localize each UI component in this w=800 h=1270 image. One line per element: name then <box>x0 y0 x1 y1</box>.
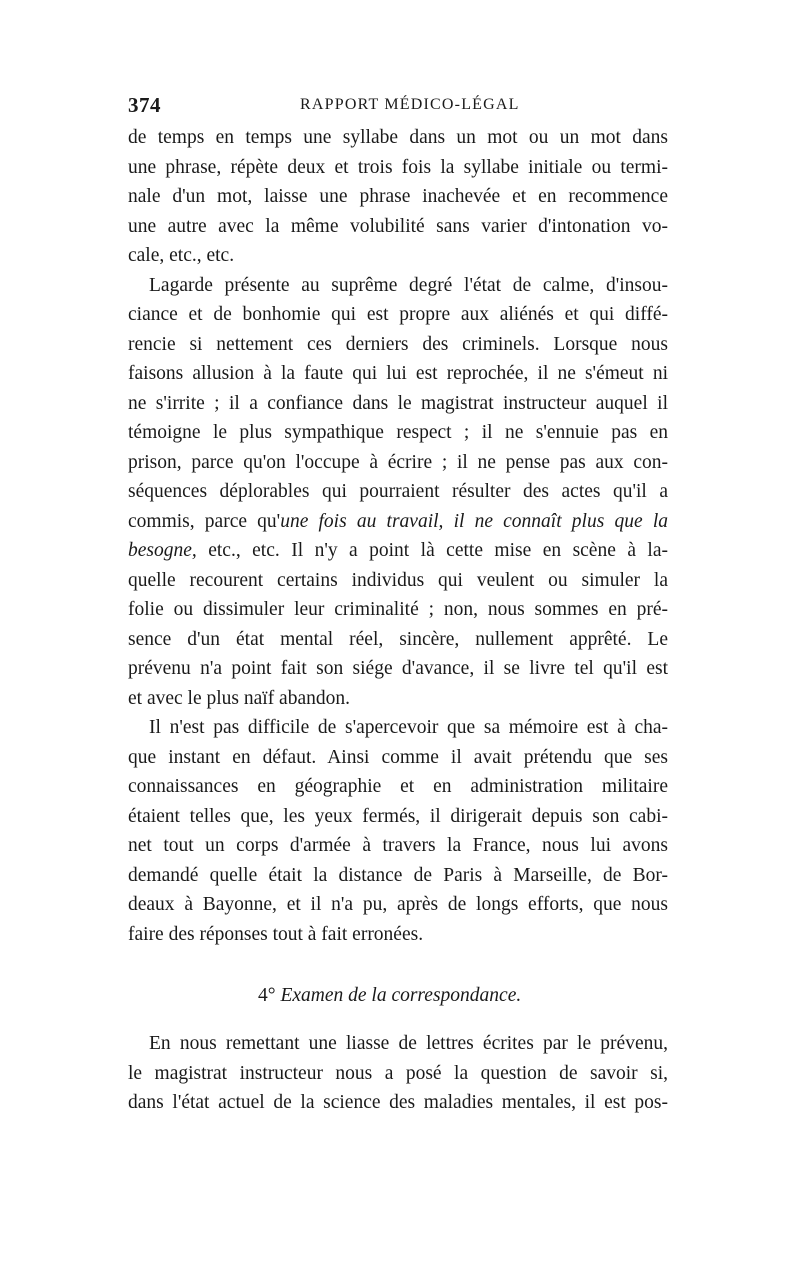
text-run: commis, parce qu' <box>128 510 281 532</box>
text-line: folie ou dissimuler leur criminalité ; non, nous sommes en pré- <box>128 599 668 620</box>
running-title: RAPPORT MÉDICO-LÉGAL <box>300 96 520 113</box>
body-text <box>128 123 668 1118</box>
text-line: sence d'un état mental réel, sincère, nullement apprêté. Le <box>128 628 668 650</box>
text-run: etc., etc. Il n'y a point là cette mise en scène à la- <box>196 540 668 561</box>
text-line: deaux à Bayonne, et il n'a pu, après de longs efforts, que nous <box>128 894 668 915</box>
text-line: Lagarde présente au suprême degré l'état de calme, d'insou- <box>149 274 668 296</box>
text-line: Il n'est pas difficile de s'apercevoir que sa mémoire est à cha- <box>149 717 668 738</box>
italic-quote: besogne, <box>128 540 197 561</box>
section-title: Examen de la correspondance. <box>280 985 522 1006</box>
text-line: En nous remettant une liasse de lettres écrites par le prévenu, <box>149 1033 668 1054</box>
text-line: ne s'irrite ; il a confiance dans le magistrat instructeur auquel il <box>128 392 668 414</box>
section-heading <box>128 979 668 1013</box>
page-number: 374 <box>128 93 161 117</box>
text-line: prévenu n'a point fait son siége d'avance, il se livre tel qu'il est <box>128 658 668 679</box>
text-line: que instant en défaut. Ainsi comme il avait prétendu que ses <box>128 746 668 768</box>
text-line: et avec le plus naïf abandon. <box>128 687 350 709</box>
text-line: connaissances en géographie et en administration militaire <box>128 776 668 797</box>
text-line: demandé quelle était la distance de Paris à Marseille, de Bor- <box>128 864 668 886</box>
italic-quote: une fois au travail, il ne connaît plus que la <box>280 510 668 532</box>
text-line: une phrase, répète deux et trois fois la syllabe initiale ou termi- <box>128 156 668 178</box>
text-line: nale d'un mot, laisse une phrase inachevée et en recommence <box>128 186 668 207</box>
spacer <box>128 1013 668 1029</box>
running-head <box>128 93 668 117</box>
text-line <box>128 507 668 537</box>
section-number: 4° <box>258 985 276 1006</box>
text-line: rencie si nettement ces derniers des criminels. Lorsque nous <box>128 333 668 355</box>
text-line: séquences déplorables qui pourraient résulter des actes qu'il a <box>128 481 668 502</box>
text-line: quelle recourent certains individus qui veulent ou simuler la <box>128 569 668 591</box>
text-line: cale, etc., etc. <box>128 245 235 266</box>
text-line: le magistrat instructeur nous a posé la question de savoir si, <box>128 1062 668 1084</box>
text-line: dans l'état actuel de la science des maladies mentales, il est pos- <box>128 1092 668 1113</box>
text-line: prison, parce qu'on l'occupe à écrire ; il ne pense pas aux con- <box>128 451 668 473</box>
text-line: faisons allusion à la faute qui lui est reprochée, il ne s'émeut ni <box>128 363 668 384</box>
text-line: net tout un corps d'armée à travers la France, nous lui avons <box>128 835 668 856</box>
text-line <box>128 536 668 566</box>
text-line: ciance et de bonhomie qui est propre aux aliénés et qui diffé- <box>128 304 668 325</box>
text-line: de temps en temps une syllabe dans un mot ou un mot dans <box>128 127 668 148</box>
text-line: faire des réponses tout à fait erronées. <box>128 923 424 945</box>
spacer <box>128 949 668 979</box>
text-line: étaient telles que, les yeux fermés, il dirigerait depuis son cabi- <box>128 805 668 827</box>
text-line: une autre avec la même volubilité sans varier d'intonation vo- <box>128 215 668 237</box>
text-line: témoigne le plus sympathique respect ; il ne s'ennuie pas en <box>128 422 668 443</box>
